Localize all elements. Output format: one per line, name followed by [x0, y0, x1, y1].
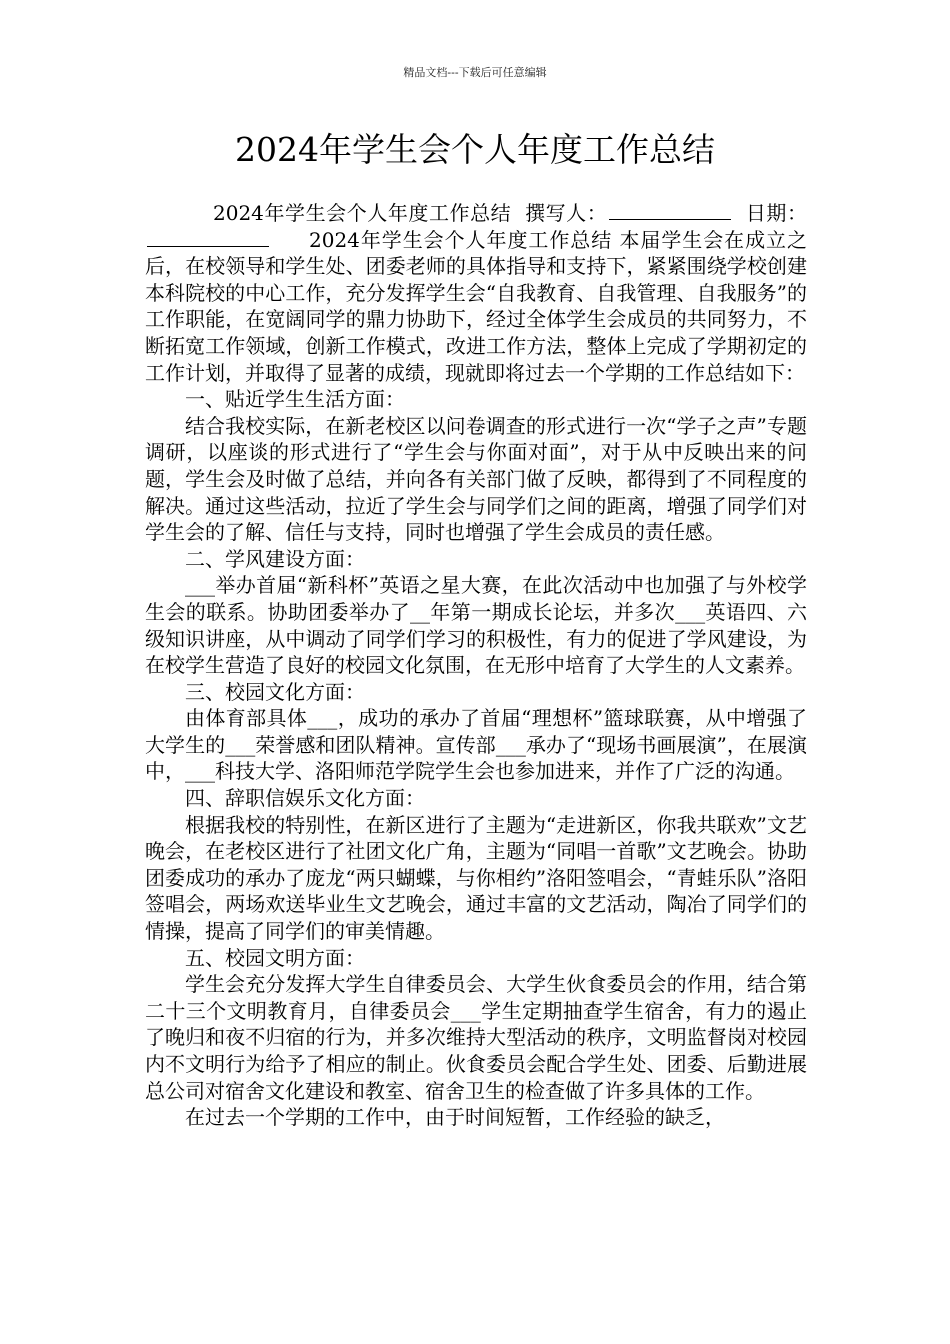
- author-label: 撰写人：: [525, 201, 608, 225]
- section-heading-2: 二、学风建设方面：: [185, 546, 365, 571]
- author-blank: [609, 201, 731, 220]
- section-heading-4: 四、辞职信娱乐文化方面：: [185, 786, 425, 811]
- closing-paragraph: 在过去一个学期的工作中，由于时间短暂，工作经验的缺乏，: [185, 1105, 725, 1130]
- intro-paragraph: [145, 200, 807, 386]
- section-heading-3: 三、校园文化方面：: [185, 679, 365, 704]
- document-body: [145, 200, 807, 1131]
- section-heading-5: 五、校园文明方面：: [185, 945, 365, 970]
- section-body-1: 结合我校实际，在新老校区以问卷调查的形式进行一次“学子之声”专题调研，以座谈的形式进行了“学生会与你面对面”，对于从中反映出来的问题，学生会及时做了总结，并向各有关部门做了反映，都得到了不同程度的解决。通过这些活动，拉近了学生会与同学们之间的距离，增强了同学们对学生会的了解、信任与支持，同时也增强了学生会成员的责任感。: [145, 413, 807, 545]
- date-blank: [147, 228, 269, 247]
- section-body-3: 由体育部具体___，成功的承办了首届“理想杯”篮球联赛，从中增强了大学生的___荣誉感和团队精神。宣传部___承办了“现场书画展演”，在展演中，___科技大学、洛阳师范学院学生会也参加进来，并作了广泛的沟通。: [145, 706, 807, 784]
- section-heading-1: 一、贴近学生生活方面：: [185, 387, 405, 412]
- section-body-5: 学生会充分发挥大学生自律委员会、大学生伙食委员会的作用，结合第二十三个文明教育月，自律委员会___学生定期抽查学生宿舍，有力的遏止了晚归和夜不归宿的行为，并多次维持大型活动的秩序，文明监督岗对校园内不文明行为给予了相应的制止。伙食委员会配合学生处、团委、后勤进展总公司对宿舍文化建设和教室、宿舍卫生的检查做了许多具体的工作。: [145, 972, 807, 1103]
- section-body-4: 根据我校的特别性，在新区进行了主题为“走进新区，你我共联欢”文艺晚会，在老校区进行了社团文化广角，主题为“同唱一首歌”文艺晚会。协助团委成功的承办了庞龙“两只蝴蝶，与你相约”洛阳签唱会，“青蛙乐队”洛阳签唱会，两场欢送毕业生文艺晚会，通过丰富的文艺活动，陶冶了同学们的情操，提高了同学们的审美情趣。: [145, 812, 807, 944]
- intro-text: 2024年学生会个人年度工作总结 本届学生会在成立之后，在校领导和学生处、团委老师的具体指导和支持下，紧紧围绕学校创建本科院校的中心工作，充分发挥学生会“自我教育、自我管理、自我服务”的工作职能，在宽阔同学的鼎力协助下，经过全体学生会成员的共同努力，不断拓宽工作领域，创新工作模式，改进工作方法，整体上完成了学期初定的工作计划，并取得了显著的成绩，现就即将过去一个学期的工作总结如下：: [145, 227, 807, 385]
- date-label: 日期：: [745, 201, 807, 225]
- section-body-2: ___举办首届“新科杯”英语之星大赛，在此次活动中也加强了与外校学生会的联系。协助团委举办了__年第一期成长论坛，并多次___英语四、六级知识讲座，从中调动了同学们学习的积极性，有力的促进了学风建设，为在校学生营造了良好的校园文化氛围，在无形中培育了大学生的人文素养。: [145, 573, 807, 678]
- intro-heading-repeat: 2024年学生会个人年度工作总结: [213, 201, 512, 225]
- header-note: 精品文档---下载后可任意编辑: [403, 66, 547, 79]
- document-title: 2024年学生会个人年度工作总结: [235, 130, 715, 169]
